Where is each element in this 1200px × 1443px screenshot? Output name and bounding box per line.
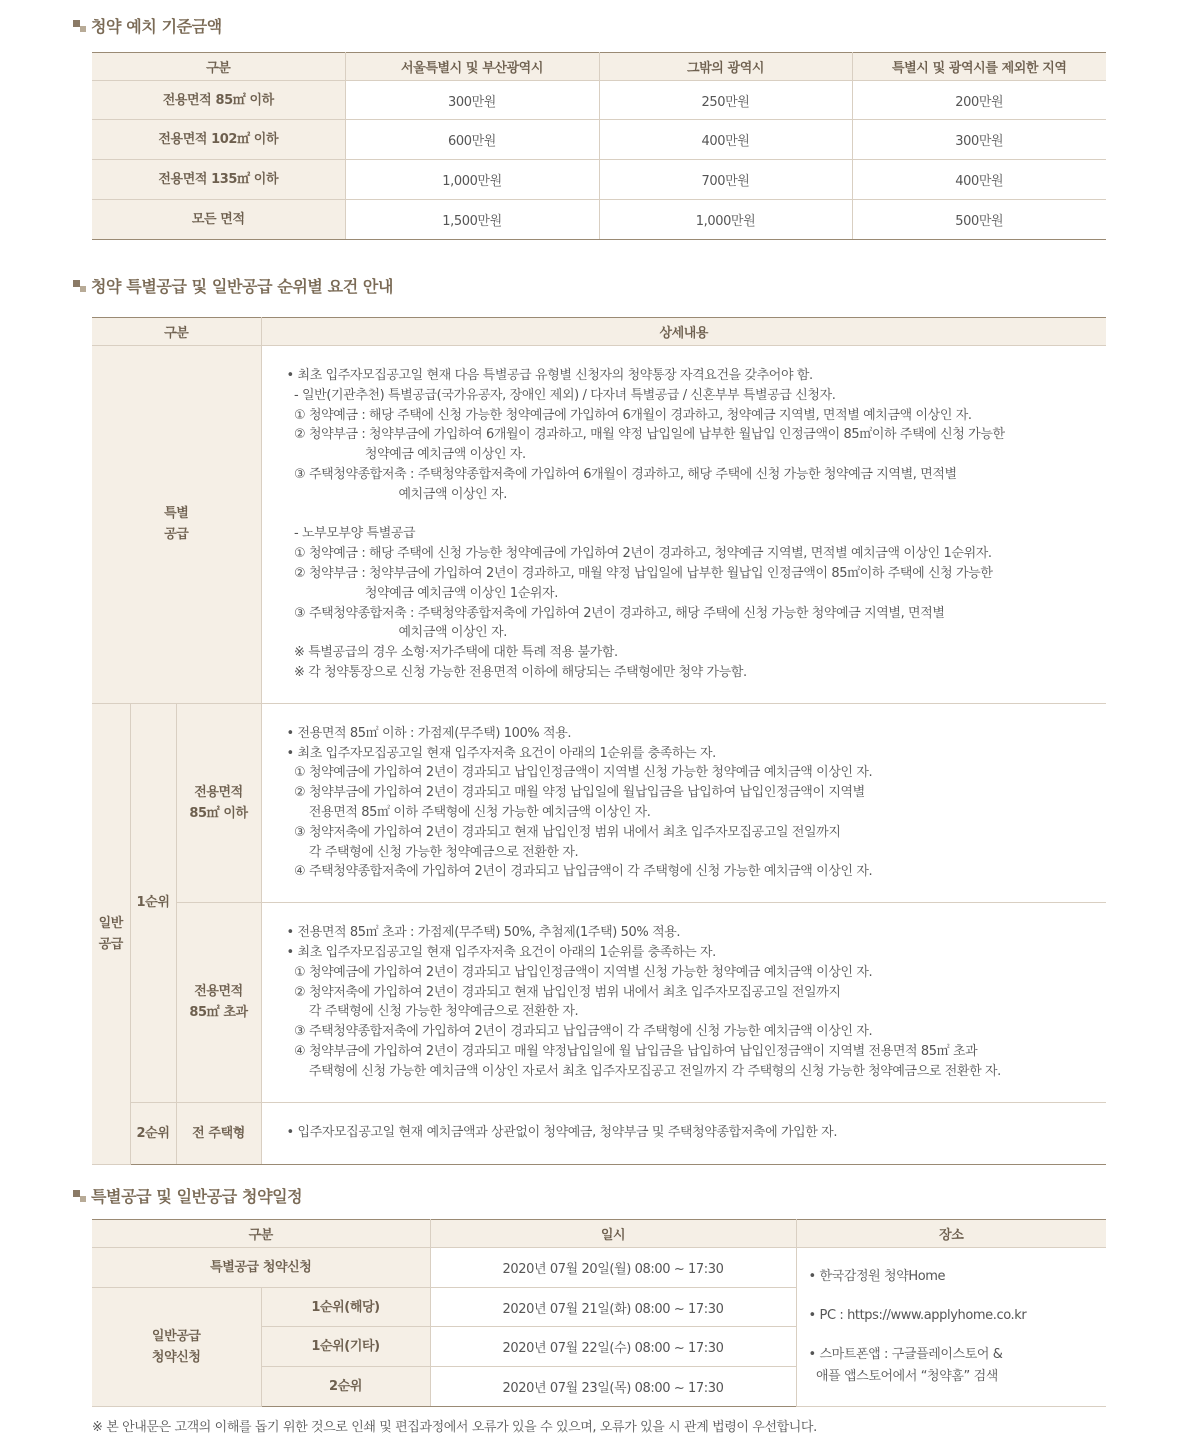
header-place: 장소 <box>796 1220 1106 1248</box>
special-supply-detail: • 최초 입주자모집공고일 현재 다음 특별공급 유형별 신청자의 청약통장 자격요건을 갖추어야 함. - 일반(기관추천) 특별공급(국가유공자, 장애인 제외) / 다자녀 특별공급 / 신혼부부 특별공급 신청자. ① 청약예금 : 해당 주택에 신청 가능한 청약예금에 가입하여 6개월이 경과하고, 청약예금 지역별, 면적별 예치금액 이상인 자. ② 청약부금 : 청약부금에 가입하여 6개월이 경과하고, 매월 약정 납입일에 납부한 월납입 인정금액이 85㎡이하 주택에 신청 가능한 청약예금 예치금액 이상인 자. ③ 주택청약종합저축 : 주택청약종합저축에 가입하여 6개월이 경과하고, 해당 주택에 신청 가능한 청약예금 지역별, 면적별 예치금액 이상인 자. - 노부모부양 특별공급 ① 청약예금 : 해당 주택에 신청 가능한 청약예금에 가입하여 2년이 경과하고, 청약예금 지역별, 면적별 예치금액 이상인 1순위자. ② 청약부금 : 청약부금에 가입하여 2년이 경과하고, 매월 약정 납입일에 납부한 월납입 인정금액이 85㎡이하 주택에 신청 가능한 청약예금 예치금액 이상인 1순위자. ③ 주택청약종합저축 : 주택청약종합저축에 가입하여 2년이 경과하고, 해당 주택에 신청 가능한 청약예금 지역별, 면적별 예치금액 이상인 자. ※ 특별공급의 경우 소형·저가주택에 대한 특례 적용 불가함. ※ 각 청약통장으로 신청 가능한 전용면적 이하에 해당되는 주택형에만 청약 가능함. <box>261 346 1106 704</box>
square-bullet-icon <box>73 19 89 33</box>
under85-detail: • 전용면적 85㎡ 이하 : 가점제(무주택) 100% 적용. • 최초 입주자모집공고일 현재 입주자저축 요건이 아래의 1순위를 충족하는 자. ① 청약예금에 가입하여 2년이 경과되고 납입인정금액이 지역별 신청 가능한 청약예금 예치금액 이상인 자. ② 청약부금에 가입하여 2년이 경과되고 매월 약정 납입일에 월납입금을 납입하여 납입인정금액이 지역별 전용면적 85㎡ 이하 주택형에 신청 가능한 예치금액 이상인 자. ③ 청약저축에 가입하여 2년이 경과되고 현재 납입인정 범위 내에서 최초 입주자모집공고일 전일까지 각 주택형에 신청 가능한 청약예금으로 전환한 자. ④ 주택청약종합저축에 가입하여 2년이 경과되고 납입금액이 각 주택형에 신청 가능한 예치금액 이상인 자. <box>261 703 1106 902</box>
general-application-label: 일반공급 청약신청 <box>92 1288 261 1407</box>
header-category: 구분 <box>92 318 261 346</box>
schedule-table <box>92 1219 1106 1407</box>
general-rank1-over85-row <box>92 903 1106 1102</box>
table-row: 전용면적 85㎡ 이하 300만원 250만원 200만원 <box>92 81 1106 120</box>
requirements-table <box>92 317 1106 1165</box>
square-bullet-icon <box>73 279 89 293</box>
general-supply-label: 일반 공급 <box>92 703 130 1164</box>
square-bullet-icon <box>73 1189 89 1203</box>
special-supply-row <box>92 346 1106 704</box>
section-title-requirements: 청약 특별공급 및 일반공급 순위별 요건 안내 <box>73 276 393 298</box>
rank1-label: 1순위 <box>130 703 176 1102</box>
section-title-deposit: 청약 예치 기준금액 <box>73 16 222 38</box>
table-row: 1순위(기타) 2020년 07월 22일(수) 08:00 ~ 17:30 <box>92 1327 1106 1367</box>
table-row: 2순위 2020년 07월 23일(목) 08:00 ~ 17:30 <box>92 1367 1106 1407</box>
deposit-table <box>92 52 1106 240</box>
table-row: 일반공급 청약신청 1순위(해당) 2020년 07월 21일(화) 08:00 ~ 17:30 <box>92 1288 1106 1327</box>
table-row: 전용면적 135㎡ 이하 1,000만원 700만원 400만원 <box>92 160 1106 200</box>
rank2-label: 2순위 <box>130 1102 176 1164</box>
header-category: 구분 <box>92 53 345 81</box>
header-seoul-busan: 서울특별시 및 부산광역시 <box>345 53 599 81</box>
footnote: ※ 본 안내문은 고객의 이해를 돕기 위한 것으로 인쇄 및 편집과정에서 오류가 있을 수 있으며, 오류가 있을 시 관계 법령이 우선합니다. <box>92 1420 817 1435</box>
all-types-detail: • 입주자모집공고일 현재 예치금액과 상관없이 청약예금, 청약부금 및 주택청약종합저축에 가입한 자. <box>261 1102 1106 1164</box>
all-types-label: 전 주택형 <box>176 1102 261 1164</box>
header-detail: 상세내용 <box>261 318 1106 346</box>
header-other-metro: 그밖의 광역시 <box>599 53 852 81</box>
header-other-regions: 특별시 및 광역시를 제외한 지역 <box>852 53 1106 81</box>
header-datetime: 일시 <box>430 1220 796 1248</box>
section-title-schedule: 특별공급 및 일반공급 청약일정 <box>73 1186 302 1208</box>
header-category: 구분 <box>92 1220 430 1248</box>
table-row: 특별공급 청약신청 2020년 07월 20일(월) 08:00 ~ 17:30 • 한국감정원 청약Home • PC : https://www.applyhome.co.kr • 스마트폰앱 : 구글플레이스토어 & 애플 앱스토어에서 “청약홈” 검색 <box>92 1248 1106 1288</box>
over85-label: 전용면적 85㎡ 초과 <box>176 903 261 1102</box>
application-place: • 한국감정원 청약Home • PC : https://www.applyhome.co.kr • 스마트폰앱 : 구글플레이스토어 & 애플 앱스토어에서 “청약홈” 검색 <box>796 1248 1106 1407</box>
over85-detail: • 전용면적 85㎡ 초과 : 가점제(무주택) 50%, 추첨제(1주택) 50% 적용. • 최초 입주자모집공고일 현재 입주자저축 요건이 아래의 1순위를 충족하는 자. ① 청약예금에 가입하여 2년이 경과되고 납입인정금액이 지역별 신청 가능한 청약예금 예치금액 이상인 자. ② 청약저축에 가입하여 2년이 경과되고 현재 납입인정 범위 내에서 최초 입주자모집공고일 전일까지 각 주택형에 신청 가능한 청약예금으로 전환한 자. ③ 주택청약종합저축에 가입하여 2년이 경과되고 납입금액이 각 주택형에 신청 가능한 예치금액 이상인 자. ④ 청약부금에 가입하여 2년이 경과되고 매월 약정납입일에 월 납입금을 납입하여 납입인정금액이 지역별 전용면적 85㎡ 초과 주택형에 신청 가능한 예치금액 이상인 자로서 최초 입주자모집공고 전일까지 각 주택형의 신청 가능한 청약예금으로 전환한 자. <box>261 903 1106 1102</box>
table-row: 모든 면적 1,500만원 1,000만원 500만원 <box>92 200 1106 240</box>
special-supply-label: 특별 공급 <box>92 346 261 704</box>
general-rank2-row <box>92 1102 1106 1164</box>
table-row: 전용면적 102㎡ 이하 600만원 400만원 300만원 <box>92 120 1106 160</box>
under85-label: 전용면적 85㎡ 이하 <box>176 703 261 902</box>
general-rank1-under85-row <box>92 703 1106 902</box>
